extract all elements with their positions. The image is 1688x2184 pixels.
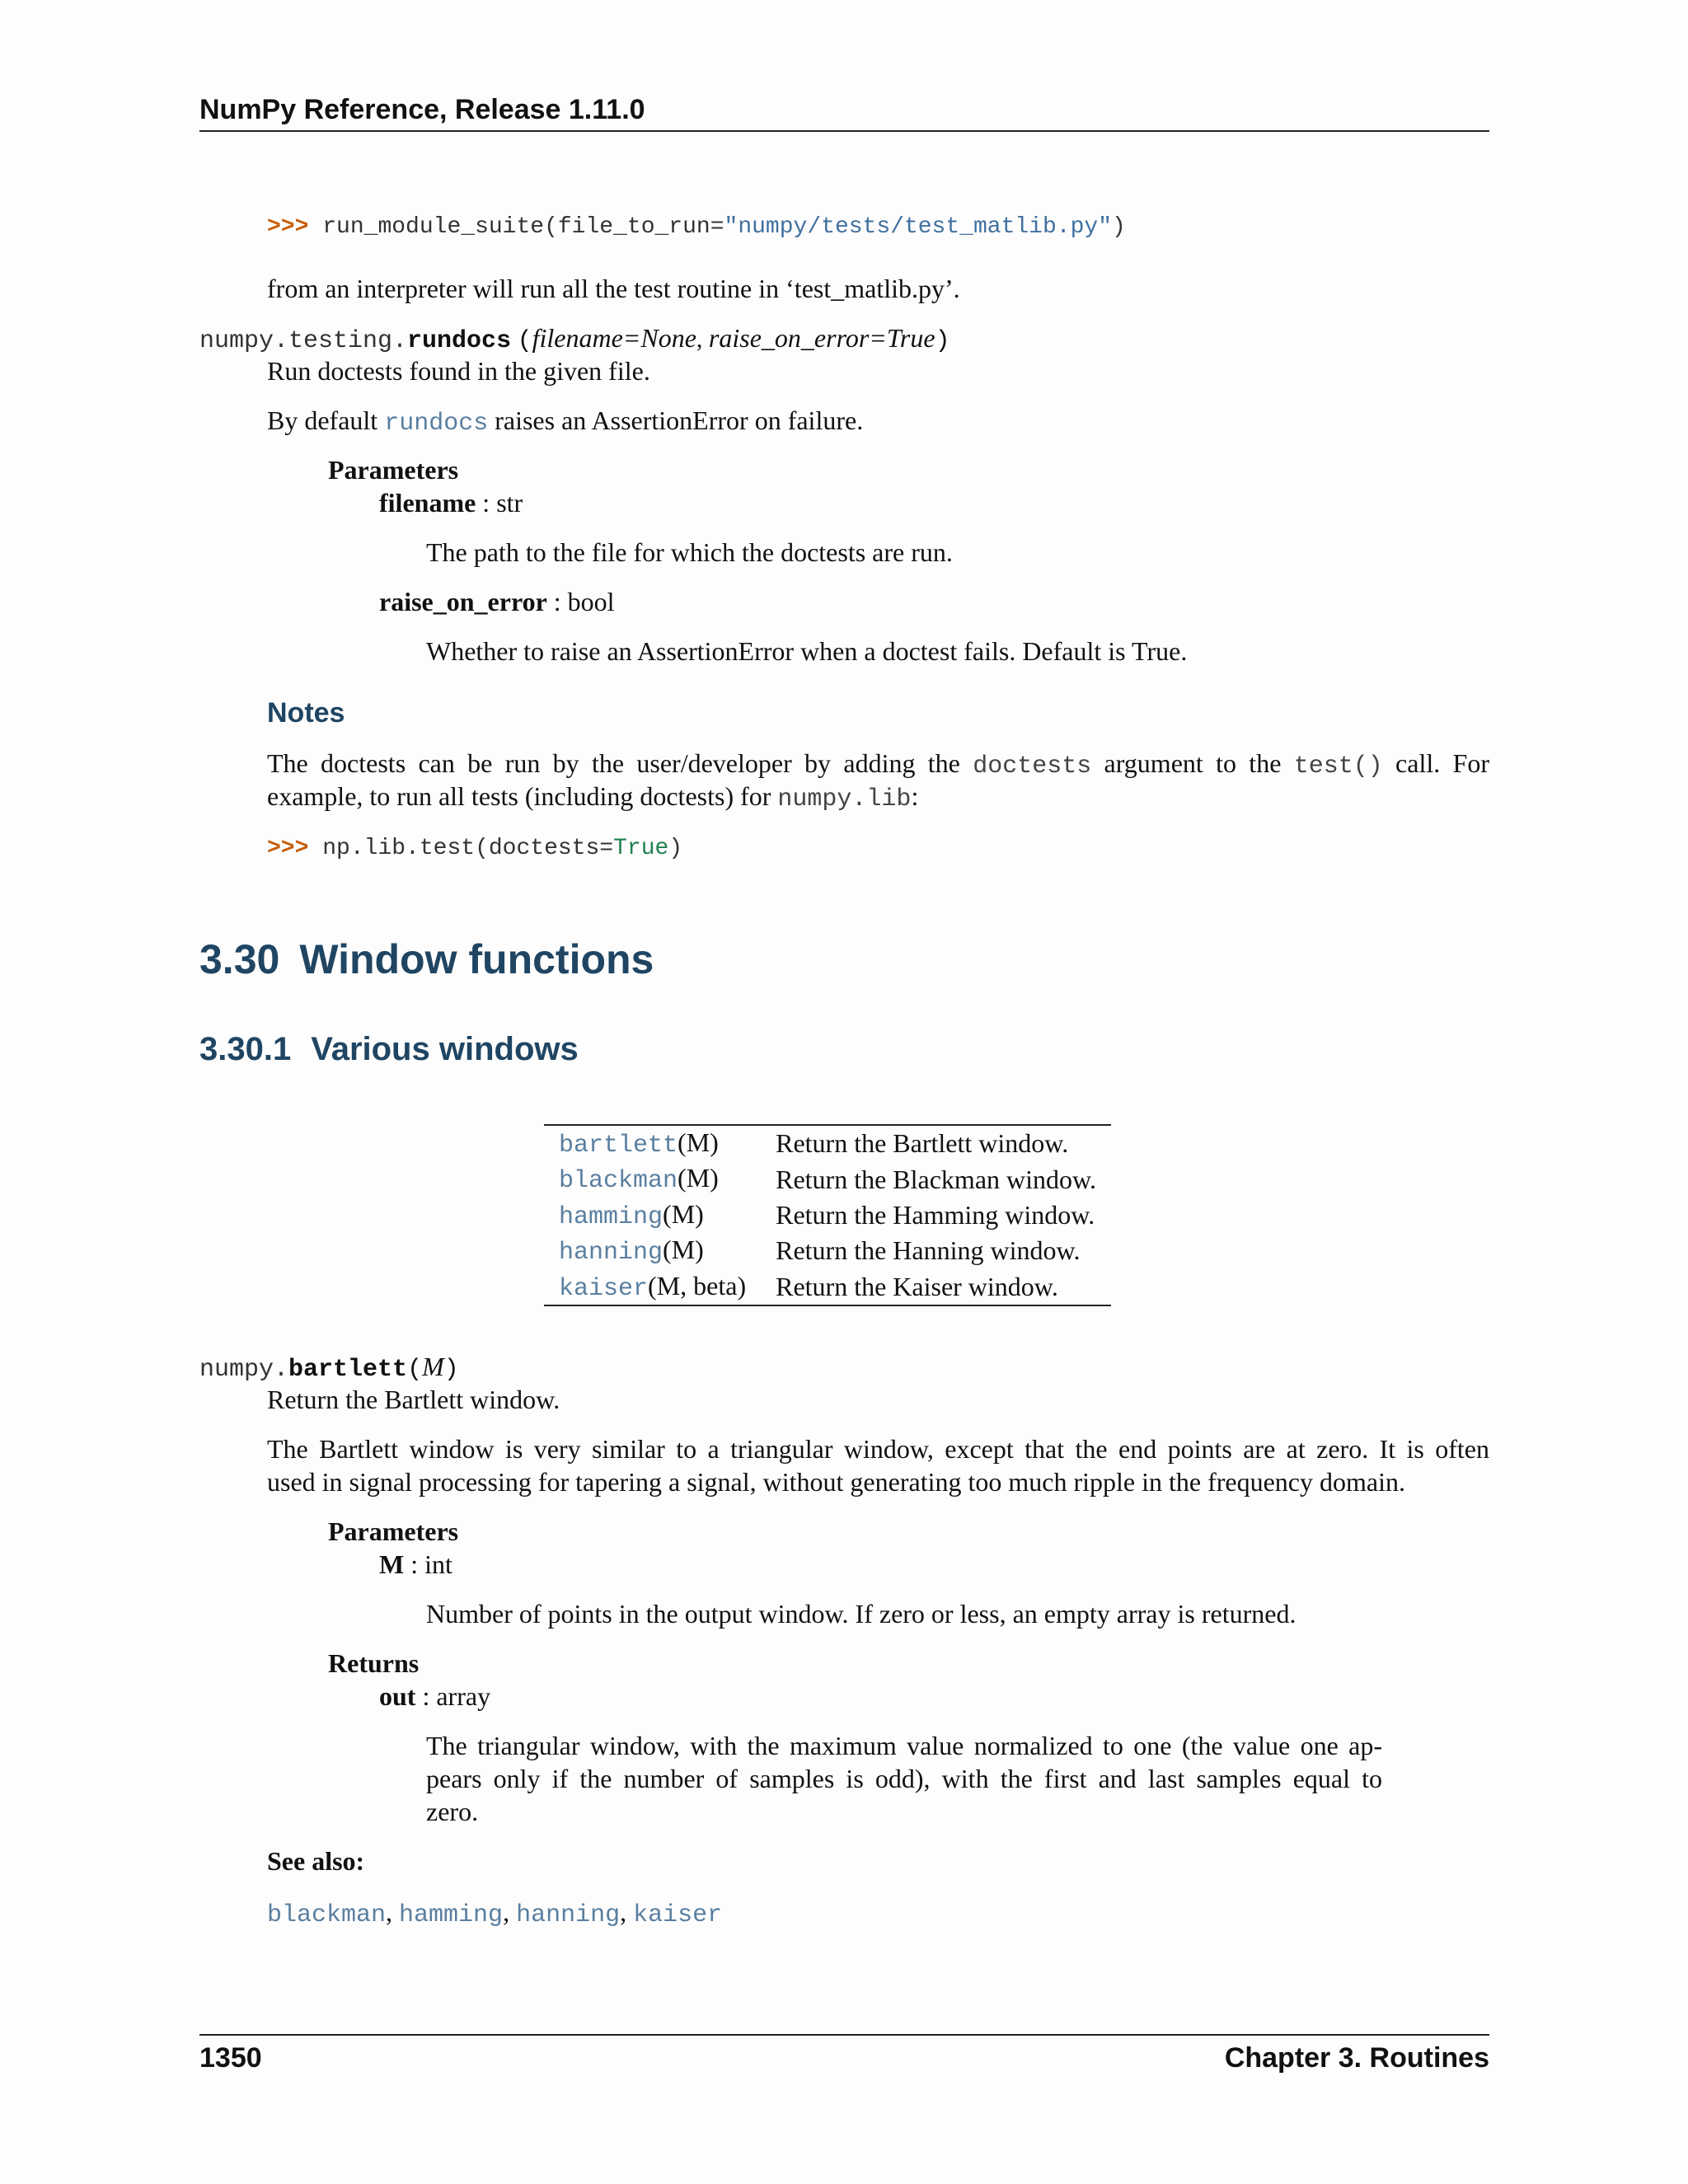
code-keyword: True: [613, 836, 669, 861]
return-name: out: [379, 1681, 416, 1711]
param-filename-row: [379, 486, 523, 520]
function-link[interactable]: hanning: [559, 1239, 663, 1268]
param-raise-on-error: raise_on_error=True: [708, 323, 935, 353]
function-args: (M): [663, 1198, 704, 1229]
param-type: : str: [476, 488, 523, 518]
bartlett-desc-line-2: used in signal processing for tapering a signal, without generating too much ripple in the frequency domain.: [267, 1467, 1405, 1497]
table-cell-description: Return the Blackman window.: [776, 1164, 1097, 1194]
function-link[interactable]: blackman: [559, 1167, 678, 1196]
subsection-heading: [199, 1029, 579, 1071]
table-cell-function: [544, 1161, 761, 1197]
subsection-number: 3.30.1: [199, 1031, 292, 1067]
param-m: M: [422, 1352, 444, 1381]
function-args: (M, beta): [648, 1270, 747, 1301]
see-also-separator: ,: [620, 1897, 634, 1927]
table-cell-description: Return the Kaiser window.: [776, 1271, 1058, 1301]
function-link[interactable]: hamming: [559, 1202, 663, 1231]
see-also-separator: ,: [386, 1897, 400, 1927]
see-also-link[interactable]: blackman: [267, 1901, 387, 1929]
intro-paragraph: from an interpreter will run all the test routine in ‘test_matlib.py’.: [267, 274, 960, 303]
rundocs-signature: [199, 321, 950, 357]
section-title: Window functions: [299, 936, 654, 982]
table-cell-function: [544, 1197, 761, 1233]
see-also-heading: See also:: [267, 1846, 365, 1876]
section-number: 3.30: [199, 936, 280, 982]
code-prompt: >>>: [267, 836, 309, 861]
code-example-lib-test: [267, 834, 682, 864]
code-example-run-module-suite: [267, 213, 1126, 242]
chapter-label: Chapter 3. Routines: [1224, 2042, 1489, 2074]
return-out-row: [379, 1680, 490, 1713]
see-also-link[interactable]: hanning: [516, 1901, 621, 1929]
param-name: filename: [379, 488, 476, 518]
rundocs-summary: Run doctests found in the given file.: [267, 356, 650, 386]
param-name: raise_on_error: [379, 587, 547, 616]
literal-numpy-lib: numpy.lib: [777, 785, 912, 813]
bartlett-signature: [199, 1350, 459, 1385]
param-filename: filename=None: [532, 323, 696, 353]
return-desc-line-3: zero.: [426, 1797, 479, 1826]
close-paren: ): [443, 1356, 459, 1384]
table-cell-description: Return the Hamming window.: [776, 1200, 1095, 1230]
running-header: [199, 92, 1489, 132]
param-name: M: [379, 1549, 405, 1579]
notes-heading: Notes: [267, 697, 345, 729]
bartlett-summary: Return the Bartlett window.: [267, 1385, 560, 1414]
bartlett-desc-line-1: The Bartlett window is very similar to a triangular window, except that the end points are at zero. It is often: [267, 1434, 1489, 1464]
param-m-desc: Number of points in the output window. If zero or less, an empty array is returned.: [426, 1599, 1296, 1629]
window-functions-table: [544, 1124, 1111, 1306]
table-row: [544, 1233, 1111, 1268]
page-footer: [199, 2034, 1489, 2074]
table-row: [544, 1197, 1111, 1233]
text-fragment: By default: [267, 405, 385, 435]
return-desc-line-1: The triangular window, with the maximum value normalized to one (the value one ap-: [426, 1731, 1382, 1760]
header-title: NumPy Reference, Release 1.11.0: [199, 94, 645, 125]
code-text-end: ): [1112, 214, 1126, 240]
code-text-end: ): [668, 836, 683, 861]
param-filename-desc: The path to the file for which the doctests are run.: [426, 537, 953, 567]
code-text: run_module_suite(file_to_run=: [322, 214, 724, 240]
open-paren: (: [517, 327, 532, 355]
function-name: bartlett: [288, 1356, 408, 1384]
text-fragment: argument to the: [1091, 748, 1294, 778]
literal-doctests: doctests: [973, 752, 1092, 780]
subsection-title: Various windows: [311, 1031, 579, 1067]
table-cell-function: [544, 1233, 761, 1268]
param-type: : int: [404, 1549, 452, 1579]
param-raise-on-error-row: [379, 585, 615, 619]
see-also-link[interactable]: kaiser: [633, 1901, 723, 1929]
text-fragment: The doctests can be run by the user/developer by adding the: [267, 748, 973, 778]
param-separator: ,: [696, 326, 709, 353]
function-link[interactable]: bartlett: [559, 1132, 678, 1160]
table-cell-description: Return the Hanning window.: [776, 1235, 1081, 1266]
function-name: rundocs: [407, 327, 512, 355]
table-row: [544, 1161, 1111, 1197]
returns-heading: Returns: [328, 1648, 420, 1678]
parameters-heading: Parameters: [328, 1516, 459, 1546]
document-page: [199, 0, 1489, 2184]
notes-line-2: [267, 780, 918, 815]
code-string: "numpy/tests/test_matlib.py": [724, 214, 1112, 240]
code-prompt: >>>: [267, 214, 309, 240]
text-fragment: call. For: [1382, 748, 1490, 778]
table-row: [544, 1125, 1111, 1161]
rundocs-link[interactable]: rundocs: [384, 410, 489, 438]
param-raise-on-error-desc: Whether to raise an AssertionError when a doctest fails. Default is True.: [426, 636, 1188, 666]
module-prefix: numpy.: [199, 1356, 289, 1384]
function-args: (M): [663, 1235, 704, 1265]
function-link[interactable]: kaiser: [559, 1274, 649, 1303]
parameters-heading: Parameters: [328, 455, 459, 485]
table-row: [544, 1269, 1111, 1305]
module-prefix: numpy.testing.: [199, 327, 408, 355]
text-fragment: example, to run all tests (including doctests) for: [267, 781, 778, 811]
code-text: np.lib.test(doctests=: [322, 836, 614, 861]
see-also-separator: ,: [503, 1897, 517, 1927]
param-type: : bool: [546, 587, 615, 616]
notes-line-1: [267, 747, 1489, 782]
text-fragment: :: [911, 781, 919, 811]
return-type: : array: [415, 1681, 491, 1711]
function-args: (M): [678, 1163, 719, 1193]
table-cell-function: [544, 1269, 761, 1305]
window-functions-table-wrap: [544, 1124, 1111, 1306]
page-number: 1350: [199, 2042, 262, 2074]
open-paren: (: [407, 1356, 423, 1384]
table-cell-description: Return the Bartlett window.: [776, 1128, 1069, 1159]
function-args: (M): [678, 1127, 719, 1157]
param-m-row: [379, 1548, 452, 1582]
text-fragment: raises an AssertionError on failure.: [488, 405, 864, 435]
close-paren: ): [935, 327, 950, 355]
table-cell-function: [544, 1125, 761, 1161]
literal-test-call: test(): [1293, 752, 1383, 780]
see-also-links: [267, 1896, 722, 1931]
rundocs-default-text: [267, 404, 863, 439]
section-heading: [199, 933, 654, 986]
return-desc-line-2: pears only if the number of samples is odd), with the first and last samples equal to: [426, 1764, 1382, 1793]
see-also-link[interactable]: hamming: [399, 1901, 504, 1929]
